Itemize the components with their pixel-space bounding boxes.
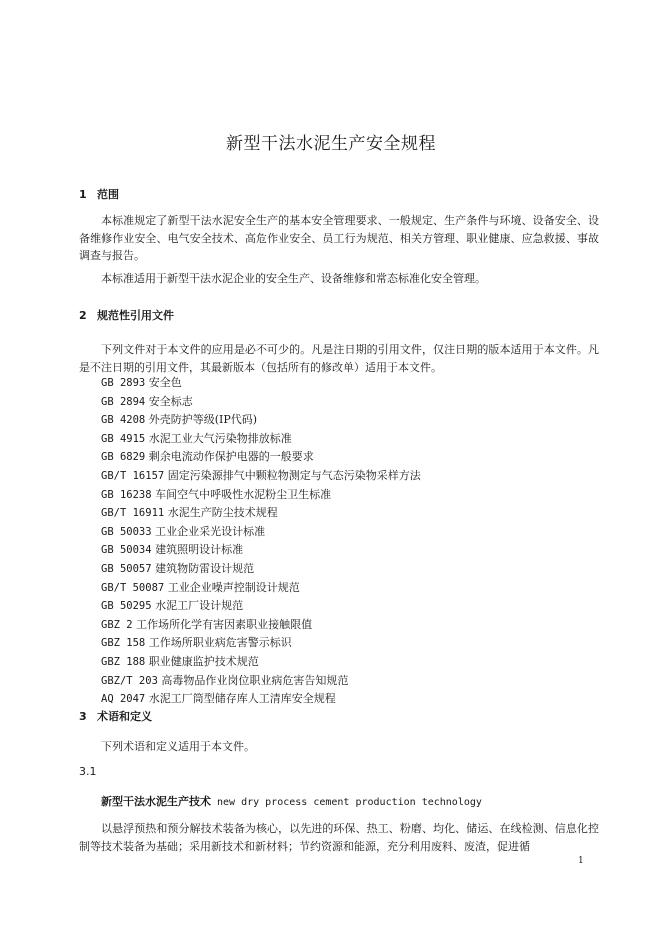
section-1-paragraph-2: 本标准适用于新型干法水泥企业的安全生产、设备维修和常态标准化安全管理。 [101, 272, 486, 285]
reference-name: 水泥工业大气污染物排放标准 [148, 431, 292, 445]
reference-name: 水泥生产防尘技术规程 [167, 506, 278, 520]
reference-name: 安全标志 [148, 394, 193, 408]
section-2-number: 2 [79, 309, 87, 322]
reference-code: GB 50057 [101, 562, 152, 575]
reference-name: 剩余电流动作保护电器的一般要求 [148, 450, 314, 464]
reference-item [101, 374, 421, 393]
reference-item [101, 393, 421, 412]
reference-item [101, 467, 421, 486]
reference-code: GB/T 16157 [101, 469, 165, 482]
term-entry [101, 793, 482, 809]
reference-item [101, 579, 421, 598]
reference-name: 安全色 [148, 376, 182, 389]
reference-name: 职业健康监护技术规范 [148, 654, 259, 668]
reference-item [101, 672, 421, 691]
reference-code: GB 4915 [101, 432, 146, 445]
reference-code: GBZ 188 [101, 655, 146, 668]
reference-list [101, 374, 421, 709]
clause-3-1-number: 3.1 [79, 765, 97, 778]
reference-item [101, 653, 421, 672]
reference-code: GB 16238 [101, 488, 152, 501]
reference-code: GBZ/T 203 [101, 674, 158, 687]
reference-code: GB 50295 [101, 600, 152, 613]
reference-code: GB 4208 [101, 414, 146, 427]
reference-item [101, 504, 421, 523]
document-title: 新型干法水泥生产安全规程 [226, 134, 436, 154]
reference-code: GB 2893 [101, 377, 146, 389]
section-3-heading [79, 708, 152, 724]
reference-item [101, 690, 421, 709]
section-1-heading [79, 186, 119, 202]
section-2-title: 规范性引用文件 [97, 309, 174, 322]
reference-code: GBZ 2 [101, 618, 133, 631]
reference-code: GB 50034 [101, 544, 152, 557]
reference-name: 工作场所化学有害因素职业接触限值 [136, 617, 313, 631]
reference-item [101, 616, 421, 635]
section-3-intro: 下列术语和定义适用于本文件。 [101, 740, 255, 753]
reference-code: AQ 2047 [101, 693, 146, 706]
term-definition: 以悬浮预热和预分解技术装备为核心，以先进的环保、热工、粉磨、均化、储运、在线检测、信息化控制等技术装备为基础；采用新技术和新材料；节约资源和能源，充分利用废料、废渣，促进循 [79, 822, 599, 853]
reference-name: 工业企业噪声控制设计规范 [167, 580, 300, 594]
reference-name: 水泥工厂筒型储存库人工清库安全规程 [148, 692, 336, 706]
reference-item [101, 560, 421, 579]
reference-name: 车间空气中呼吸性水泥粉尘卫生标准 [155, 487, 332, 501]
reference-code: GB/T 16911 [101, 507, 165, 520]
section-3-title: 术语和定义 [97, 710, 152, 723]
reference-code: GB 2894 [101, 395, 146, 408]
reference-item [101, 430, 421, 449]
reference-code: GB 6829 [101, 451, 146, 464]
reference-item [101, 411, 421, 430]
section-1-title: 范围 [97, 188, 119, 201]
reference-name: 高毒物品作业岗位职业病危害告知规范 [161, 673, 349, 687]
reference-name: 固定污染源排气中颗粒物测定与气态污染物采样方法 [167, 468, 421, 482]
section-2-intro: 下列文件对于本文件的应用是必不可少的。凡是注日期的引用文件，仅注日期的版本适用于本文件。凡是不注日期的引用文件，其最新版本（包括所有的修改单）适用于本文件。 [79, 343, 599, 374]
section-1-paragraph-1: 本标准规定了新型干法水泥安全生产的基本安全管理要求、一般规定、生产条件与环境、设备安全、设备维修作业安全、电气安全技术、高危作业安全、员工行为规范、相关方管理、职业健康、应急救援、事故调查与报告。 [79, 214, 599, 262]
reference-item [101, 448, 421, 467]
reference-code: GB 50033 [101, 525, 152, 538]
reference-item [101, 486, 421, 505]
reference-name: 外壳防护等级(IP代码) [148, 413, 258, 427]
reference-name: 水泥工厂设计规范 [155, 599, 244, 613]
reference-item [101, 634, 421, 653]
section-2-heading [79, 307, 174, 323]
reference-name: 工作场所职业病危害警示标识 [148, 636, 292, 650]
section-1-number: 1 [79, 188, 87, 201]
page-number: 1 [578, 856, 584, 866]
reference-code: GB/T 50087 [101, 581, 165, 594]
term-english: new dry process cement production technology [217, 797, 482, 808]
reference-item [101, 541, 421, 560]
term-chinese: 新型干法水泥生产技术 [101, 795, 211, 808]
reference-name: 建筑物防雷设计规范 [155, 561, 255, 575]
reference-name: 工业企业采光设计标准 [155, 524, 266, 538]
reference-code: GBZ 158 [101, 637, 146, 650]
reference-item [101, 597, 421, 616]
section-3-number: 3 [79, 710, 87, 723]
reference-name: 建筑照明设计标准 [155, 543, 244, 557]
reference-item [101, 523, 421, 542]
